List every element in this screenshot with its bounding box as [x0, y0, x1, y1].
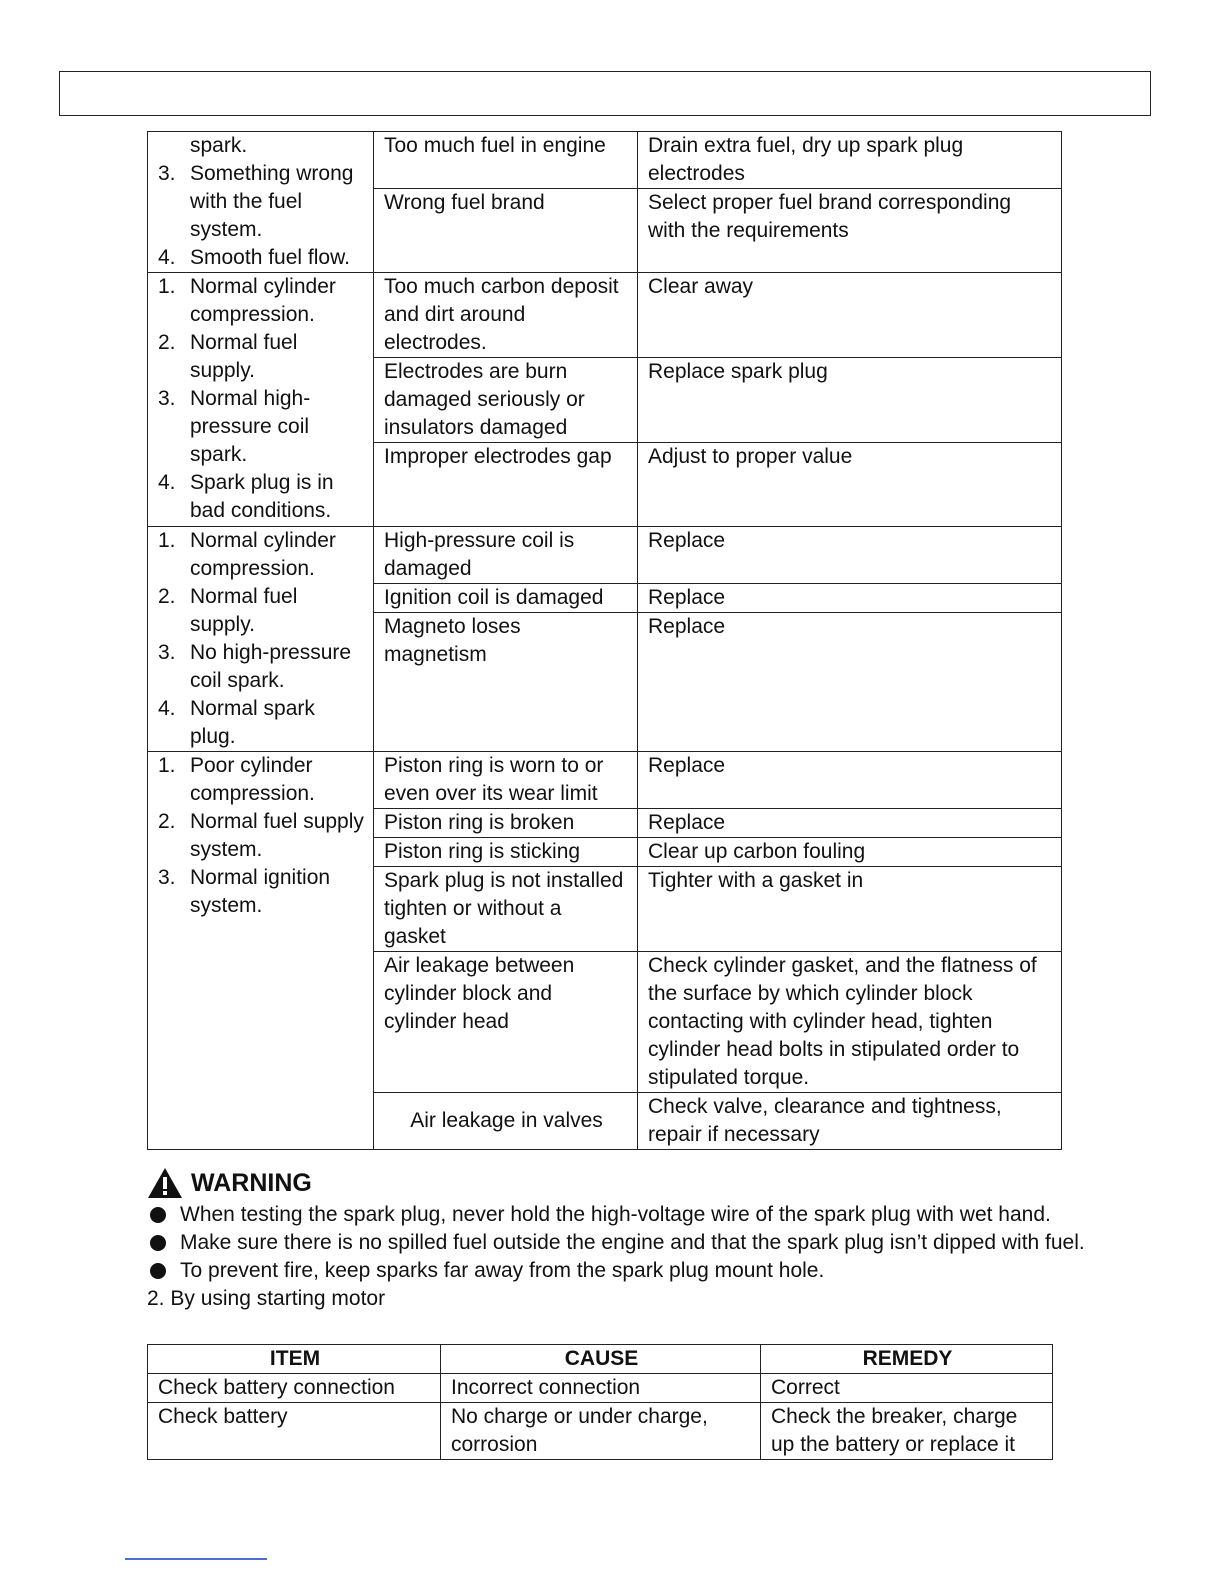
cause-cell: Air leakage between cylinder block and cylinder head	[374, 952, 638, 1093]
condition-item: 1. Normal cylinder compression.	[158, 275, 336, 326]
condition-cell	[148, 132, 374, 273]
cause-cell: Too much carbon deposit and dirt around electrodes.	[374, 273, 638, 358]
remedy-cell: Clear up carbon fouling	[638, 838, 1062, 867]
condition-item: 3. Something wrong with the fuel system.	[158, 162, 354, 241]
table-row	[148, 527, 1062, 584]
condition-item: 3. Normal ignition system.	[158, 866, 331, 917]
condition-item: 3. Normal high-pressure coil spark.	[158, 387, 311, 466]
bullet-icon	[150, 1235, 166, 1251]
condition-cell	[148, 527, 374, 752]
remedy-cell: Replace	[638, 584, 1062, 613]
warning-title: WARNING	[191, 1168, 312, 1197]
starting-motor-table	[147, 1344, 1053, 1460]
remedy-cell: Adjust to proper value	[638, 443, 1062, 527]
page-header-box	[59, 71, 1151, 116]
remedy-cell: Check the breaker, charge up the battery or replace it	[761, 1403, 1053, 1460]
warning-bullet: To prevent fire, keep sparks far away from the spark plug mount hole.	[147, 1257, 1087, 1285]
cause-cell: Wrong fuel brand	[374, 189, 638, 273]
section-title: 2. By using starting motor	[147, 1287, 386, 1310]
remedy-cell: Tighter with a gasket in	[638, 867, 1062, 952]
cause-cell: Piston ring is worn to or even over its wear limit	[374, 752, 638, 809]
condition-item: 3. No high-pressure coil spark.	[158, 641, 352, 692]
remedy-cell: Replace	[638, 809, 1062, 838]
cause-cell: Improper electrodes gap	[374, 443, 638, 527]
footer-rule	[125, 1558, 267, 1560]
warning-section	[147, 1165, 1087, 1313]
table-row	[148, 752, 1062, 809]
bullet-icon	[150, 1263, 166, 1279]
condition-cell	[148, 273, 374, 527]
header-remedy: REMEDY	[761, 1345, 1053, 1374]
condition-item: 2. Normal fuel supply.	[158, 585, 298, 636]
warning-icon	[147, 1167, 183, 1199]
condition-item: 1. Poor cylinder compression.	[158, 754, 315, 805]
condition-item: 4. Spark plug is in bad conditions.	[158, 471, 334, 522]
cause-cell: Incorrect connection	[441, 1374, 761, 1403]
troubleshooting-table	[147, 131, 1062, 1150]
cause-cell: Air leakage in valves	[374, 1093, 638, 1150]
condition-item: 2. Normal fuel supply system.	[158, 810, 364, 861]
remedy-cell: Correct	[761, 1374, 1053, 1403]
remedy-cell: Replace	[638, 527, 1062, 584]
remedy-cell: Replace spark plug	[638, 358, 1062, 443]
remedy-cell: Drain extra fuel, dry up spark plug electrodes	[638, 132, 1062, 189]
remedy-cell: Replace	[638, 613, 1062, 752]
cause-cell: Spark plug is not installed tighten or without a gasket	[374, 867, 638, 952]
cause-cell: High-pressure coil is damaged	[374, 527, 638, 584]
header-item: ITEM	[148, 1345, 441, 1374]
header-cause: CAUSE	[441, 1345, 761, 1374]
bullet-icon	[150, 1207, 166, 1223]
condition-item: 1. Normal cylinder compression.	[158, 529, 336, 580]
item-cell: Check battery connection	[148, 1374, 441, 1403]
table-row	[148, 1374, 1053, 1403]
remedy-cell: Select proper fuel brand corresponding with the requirements	[638, 189, 1062, 273]
cause-cell: Electrodes are burn damaged seriously or insulators damaged	[374, 358, 638, 443]
cause-cell: Too much fuel in engine	[374, 132, 638, 189]
table-row	[148, 273, 1062, 358]
table-row	[148, 1403, 1053, 1460]
warning-bullet: When testing the spark plug, never hold the high-voltage wire of the spark plug with wet hand.	[147, 1201, 1087, 1229]
cause-cell: Magneto loses magnetism	[374, 613, 638, 752]
item-cell: Check battery	[148, 1403, 441, 1460]
cause-cell: No charge or under charge, corrosion	[441, 1403, 761, 1460]
condition-item: 2. Normal fuel supply.	[158, 331, 298, 382]
cause-cell: Piston ring is broken	[374, 809, 638, 838]
condition-item: spark.	[190, 134, 248, 157]
remedy-cell: Check valve, clearance and tightness, repair if necessary	[638, 1093, 1062, 1150]
cause-cell: Ignition coil is damaged	[374, 584, 638, 613]
condition-cell	[148, 752, 374, 1150]
warning-bullet: Make sure there is no spilled fuel outside the engine and that the spark plug isn’t dipped with fuel.	[147, 1229, 1087, 1257]
condition-item: 4. Smooth fuel flow.	[158, 246, 350, 269]
table-row	[148, 132, 1062, 189]
warning-heading	[147, 1165, 1087, 1201]
cause-cell: Piston ring is sticking	[374, 838, 638, 867]
condition-item: 4. Normal spark plug.	[158, 697, 315, 748]
table-header-row	[148, 1345, 1053, 1374]
remedy-cell: Check cylinder gasket, and the flatness of the surface by which cylinder block contacting with cylinder head, tighten cylinder head bolts in stipulated order to stipulated torque.	[638, 952, 1062, 1093]
remedy-cell: Clear away	[638, 273, 1062, 358]
remedy-cell: Replace	[638, 752, 1062, 809]
